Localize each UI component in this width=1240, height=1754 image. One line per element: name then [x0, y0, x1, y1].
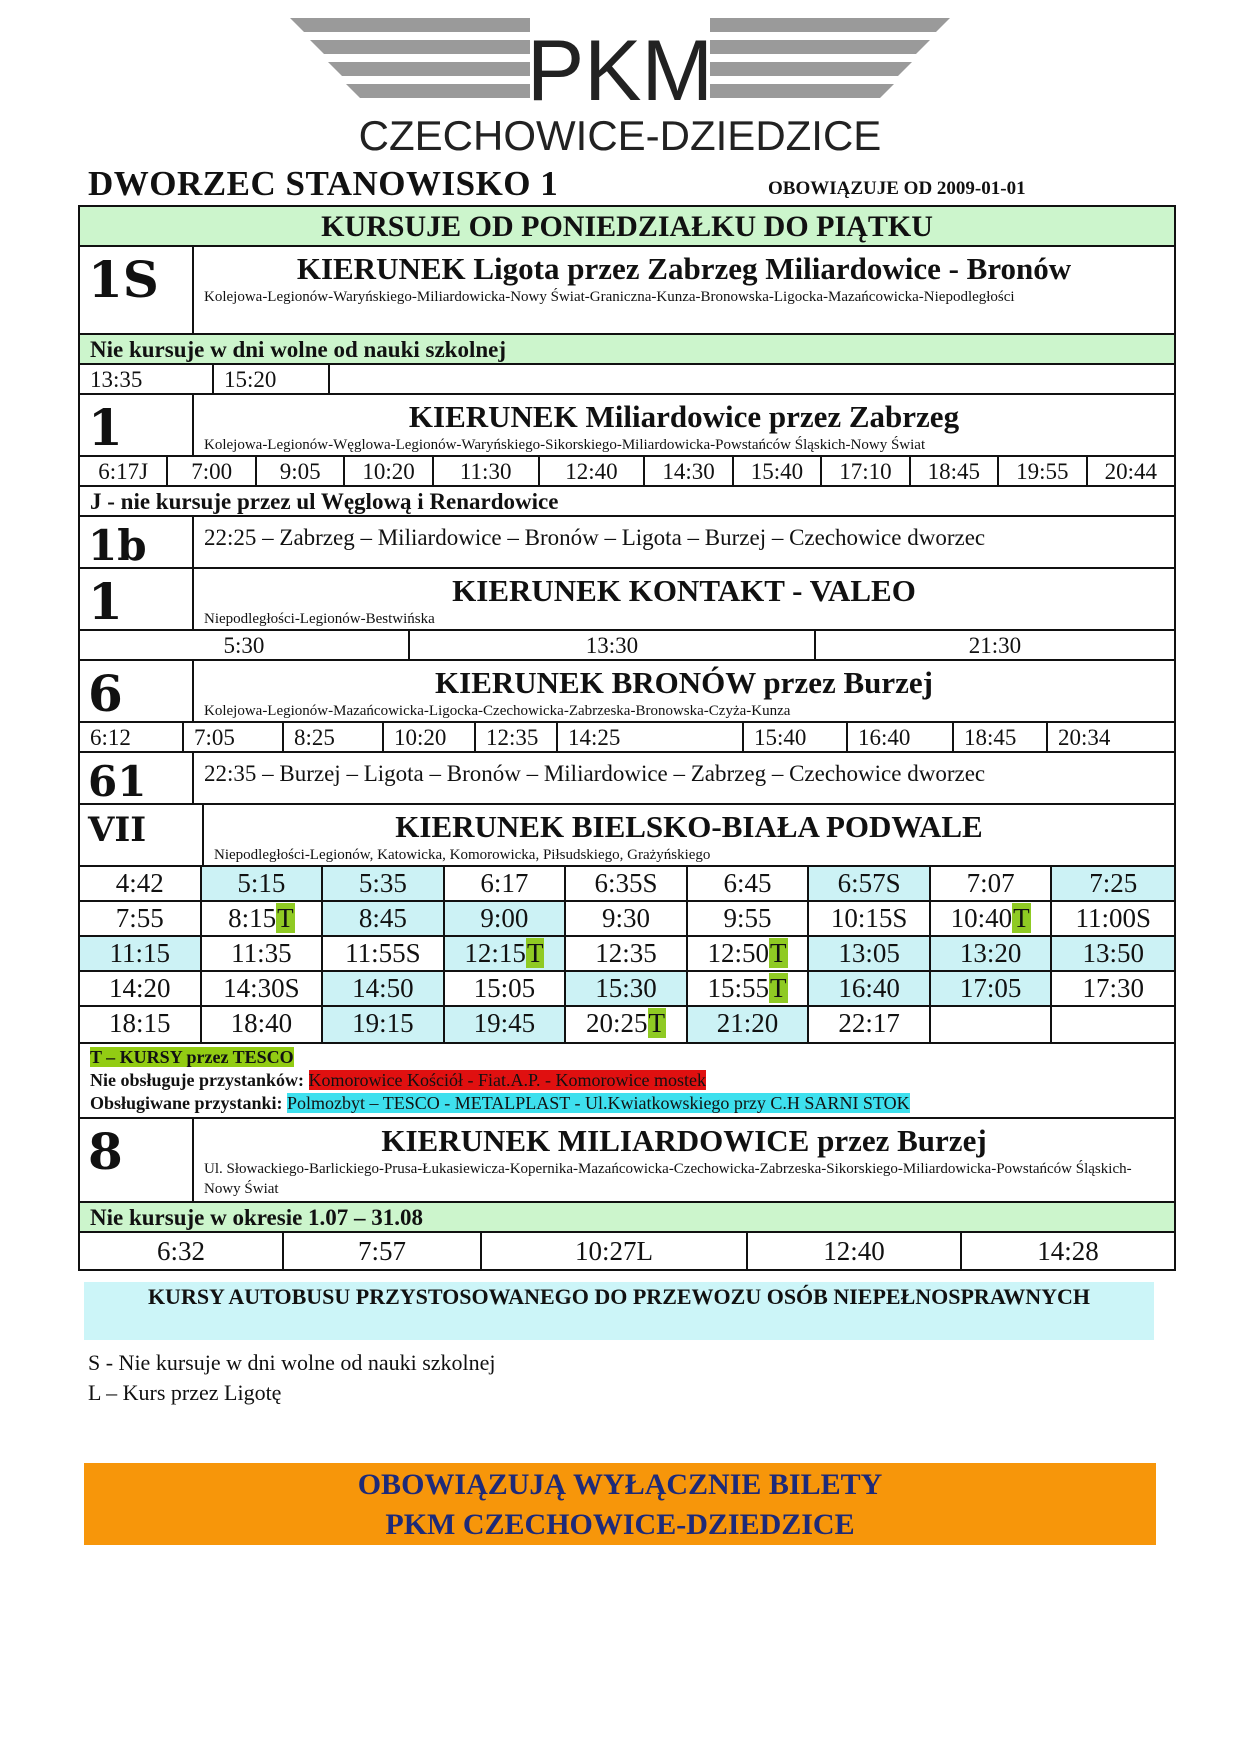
- time-value: 17:30: [1082, 973, 1144, 1003]
- footnote-s: S - Nie kursuje w dni wolne od nauki szkolnej: [88, 1350, 496, 1375]
- route-number: 8: [80, 1119, 194, 1201]
- tesco-marker: T: [770, 938, 787, 968]
- route-61-header: [80, 753, 1174, 805]
- time-value: 8:45: [358, 903, 407, 933]
- departure-time: 18:45: [954, 723, 1048, 751]
- time-value: 6:45: [723, 868, 772, 898]
- logo-pkm: PKM: [526, 23, 714, 119]
- departure-time: [566, 937, 688, 972]
- departure-time: 8:25: [284, 723, 384, 751]
- departure-time: [323, 972, 445, 1007]
- route-1s-header: [80, 247, 1174, 335]
- departure-time: [809, 972, 931, 1007]
- route-direction: KIERUNEK BIELSKO-BIAŁA PODWALE: [395, 809, 983, 844]
- tesco-marker: T: [277, 903, 294, 933]
- departure-time: [688, 902, 810, 937]
- departure-time: 7:05: [184, 723, 284, 751]
- departure-time: 19:55: [999, 457, 1087, 485]
- route-number: 1: [80, 395, 194, 455]
- time-value: 15:30: [595, 973, 657, 1003]
- departure-time: 17:10: [822, 457, 910, 485]
- departure-time: 15:40: [734, 457, 822, 485]
- departure-time: [1052, 972, 1174, 1007]
- departure-time: [80, 937, 202, 972]
- time-value: 17:05: [959, 973, 1022, 1003]
- time-value: 9:30: [601, 903, 650, 933]
- time-value: 10:40: [950, 903, 1013, 933]
- route-number: 1b: [80, 517, 194, 567]
- departure-time: [566, 902, 688, 937]
- route-8-note: Nie kursuje w okresie 1.07 – 31.08: [80, 1203, 1174, 1233]
- time-value: 13:50: [1082, 938, 1144, 968]
- weekday-banner: KURSUJE OD PONIEDZIAŁKU DO PIĄTKU: [80, 207, 1174, 247]
- departure-time: 6:32: [80, 1233, 284, 1269]
- departure-time: 12:40: [748, 1233, 962, 1269]
- time-value: 12:35: [595, 938, 657, 968]
- time-value: 16:40: [838, 973, 900, 1003]
- departure-time: [202, 972, 324, 1007]
- time-value: 21:20: [716, 1008, 779, 1038]
- departure-time: 20:34: [1058, 725, 1111, 750]
- route-number: 1: [80, 569, 194, 629]
- time-value: 18:15: [109, 1008, 171, 1038]
- time-value: 8:15: [228, 903, 277, 933]
- departure-time: [688, 972, 810, 1007]
- departure-time: [566, 1007, 688, 1042]
- route-6-header: [80, 661, 1174, 723]
- route-1s-note: Nie kursuje w dni wolne od nauki szkolnej: [80, 335, 1174, 365]
- departure-time: [202, 1007, 324, 1042]
- departure-time: [1052, 1007, 1174, 1042]
- route-vii-times: [80, 867, 1174, 1044]
- time-value: 6:17: [480, 868, 529, 898]
- departure-time: [809, 1007, 931, 1042]
- departure-time: [445, 867, 567, 902]
- departure-time: [445, 972, 567, 1007]
- departure-time: 14:30: [645, 457, 733, 485]
- departure-time: 21:30: [968, 633, 1022, 658]
- departure-time: 18:45: [911, 457, 999, 485]
- tickets-line-2: PKM CZECHOWICE-DZIEDZICE: [385, 1508, 855, 1541]
- time-value: 13:20: [959, 938, 1022, 968]
- tickets-banner: [84, 1463, 1156, 1545]
- time-value: 5:35: [358, 868, 407, 898]
- departure-time: [1052, 867, 1174, 902]
- departure-time: [809, 867, 931, 902]
- route-streets: Kolejowa-Legionów-Waryńskiego-Miliardowicka-Nowy Świat-Graniczna-Kunza-Bronowska-Ligocka-Mazańcowicka-Niepodległości: [204, 289, 1015, 305]
- route-6-times: [80, 723, 1174, 753]
- route-1-header: [80, 395, 1174, 457]
- departure-time: 7:57: [284, 1233, 482, 1269]
- departure-time: [80, 867, 202, 902]
- departure-time: 10:20: [345, 457, 433, 485]
- route-1s-times: [80, 365, 1174, 395]
- time-value: 12:15: [464, 938, 526, 968]
- time-value: 11:00S: [1075, 903, 1151, 933]
- time-value: 14:50: [352, 973, 414, 1003]
- departure-time: [323, 902, 445, 937]
- departure-time: [566, 867, 688, 902]
- departure-time: [80, 902, 202, 937]
- valid-from: OBOWIĄZUJE OD 2009-01-01: [768, 178, 1026, 199]
- departure-time: [202, 937, 324, 972]
- route-61-trip: 22:35 – Burzej – Ligota – Bronów – Miliardowice – Zabrzeg – Czechowice dworzec: [204, 761, 986, 786]
- time-value: 11:55S: [345, 938, 421, 968]
- tesco-marker: T: [770, 973, 787, 1003]
- departure-time: [931, 937, 1053, 972]
- tesco-marker: T: [1013, 903, 1030, 933]
- route-number: 6: [80, 661, 194, 721]
- route-direction: KIERUNEK Ligota przez Zabrzeg Miliardowice - Bronów: [296, 251, 1072, 286]
- route-direction: KIERUNEK KONTAKT - VALEO: [452, 573, 916, 608]
- tickets-line-1: OBOWIĄZUJĄ WYŁĄCZNIE BILETY: [357, 1468, 883, 1501]
- logo-stripes: [290, 18, 950, 158]
- footnote-l: L – Kurs przez Ligotę: [88, 1380, 282, 1405]
- departure-time: [202, 867, 324, 902]
- time-value: 5:15: [237, 868, 286, 898]
- route-streets: Kolejowa-Legionów-Węglowa-Legionów-Waryńskiego-Sikorskiego-Miliardowicka-Powstańców Śląskich-Nowy Świat: [204, 437, 926, 453]
- departure-time: [688, 937, 810, 972]
- route-1-kontakt-times: [80, 631, 1174, 661]
- departure-time: 10:20: [384, 723, 476, 751]
- departure-time: [323, 937, 445, 972]
- departure-time: 5:30: [80, 631, 410, 659]
- time-value: 9:00: [480, 903, 529, 933]
- departure-time: [202, 902, 324, 937]
- time-value: 13:05: [838, 938, 900, 968]
- departure-time: 9:05: [257, 457, 345, 485]
- departure-time: [688, 867, 810, 902]
- route-direction: KIERUNEK MILIARDOWICE przez Burzej: [381, 1123, 987, 1158]
- departure-time: [809, 902, 931, 937]
- departure-time: [931, 867, 1053, 902]
- departure-time: [445, 1007, 567, 1042]
- departure-time: 15:20: [214, 365, 330, 393]
- time-value: 7:55: [115, 903, 164, 933]
- departure-time: [931, 1007, 1053, 1042]
- route-streets: Niepodległości-Legionów, Katowicka, Komorowicka, Piłsudskiego, Grażyńskiego: [214, 847, 711, 863]
- time-value: 11:15: [109, 938, 171, 968]
- departure-time: 6:17J: [80, 457, 168, 485]
- time-value: 9:55: [723, 903, 772, 933]
- time-value: 11:35: [231, 938, 292, 968]
- tesco-legend: T – KURSY przez TESCO: [90, 1047, 294, 1067]
- departure-time: 11:30: [434, 457, 540, 485]
- time-value: 18:40: [230, 1008, 293, 1038]
- departure-time: [931, 902, 1053, 937]
- time-value: 6:57S: [837, 868, 901, 898]
- logo-city: CZECHOWICE-DZIEDZICE: [358, 112, 882, 158]
- time-value: 4:42: [115, 868, 164, 898]
- route-streets: Ul. Słowackiego-Barlickiego-Prusa-Łukasiewicza-Kopernika-Mazańcowicka-Czechowicka-Zabrzeska-Sikorskiego-Miliardowicka-Powstańców Śląskich-Nowy Świat: [204, 1161, 1132, 1197]
- route-1b-header: [80, 517, 1174, 569]
- route-vii-header: [80, 805, 1174, 867]
- departure-time: [688, 1007, 810, 1042]
- time-value: 6:35S: [594, 868, 658, 898]
- departure-time: [931, 972, 1053, 1007]
- departure-time: 13:35: [80, 365, 214, 393]
- tesco-marker: T: [526, 938, 544, 968]
- departure-time: [445, 937, 567, 972]
- departure-time: 10:27L: [482, 1233, 748, 1269]
- skip-label: Nie obsługuje przystanków:: [90, 1070, 305, 1090]
- departure-time: 16:40: [848, 723, 954, 751]
- departure-time: 6:12: [80, 723, 184, 751]
- time-value: 22:17: [838, 1008, 900, 1038]
- departure-time: [323, 1007, 445, 1042]
- time-value: 10:15S: [830, 903, 908, 933]
- route-1-kontakt-header: [80, 569, 1174, 631]
- pkm-logo: [290, 18, 950, 158]
- departure-time: [330, 365, 1174, 393]
- departure-time: 14:25: [558, 723, 744, 751]
- departure-time: [80, 1007, 202, 1042]
- route-streets: Kolejowa-Legionów-Mazańcowicka-Ligocka-Czechowicka-Zabrzeska-Bronowska-Czyża-Kunza: [204, 703, 791, 719]
- departure-time: 13:30: [410, 631, 816, 659]
- accessible-bus-note: KURSY AUTOBUSU PRZYSTOSOWANEGO DO PRZEWOZU OSÓB NIEPEŁNOSPRAWNYCH: [84, 1282, 1154, 1340]
- departure-time: 7:00: [168, 457, 256, 485]
- time-value: 12:50: [707, 938, 770, 968]
- time-value: 19:15: [352, 1008, 414, 1038]
- tesco-marker: T: [648, 1008, 665, 1038]
- departure-time: [809, 937, 931, 972]
- route-vii-legend: [80, 1044, 1174, 1117]
- served-stops: Polmozbyt – TESCO - METALPLAST - Ul.Kwiatkowskiego przy C.H SARNI STOK: [287, 1093, 910, 1113]
- route-number: 61: [80, 753, 194, 803]
- departure-time: [80, 972, 202, 1007]
- time-value: 14:30S: [223, 973, 300, 1003]
- departure-time: 12:35: [476, 723, 558, 751]
- departure-time: [323, 867, 445, 902]
- departure-time: 12:40: [540, 457, 646, 485]
- departure-time: [566, 972, 688, 1007]
- stop-title: DWORZEC STANOWISKO 1: [88, 164, 559, 203]
- route-1-note: J - nie kursuje przez ul Węglową i Renardowice: [80, 487, 1174, 517]
- time-value: 14:20: [109, 973, 171, 1003]
- departure-time: [1052, 902, 1174, 937]
- departure-time: 14:28: [1037, 1236, 1099, 1266]
- timetable: [78, 205, 1176, 1271]
- route-8-header: [80, 1117, 1174, 1203]
- route-number: VII: [80, 805, 204, 865]
- route-direction: KIERUNEK Miliardowice przez Zabrzeg: [408, 399, 960, 434]
- time-value: 7:07: [966, 868, 1015, 898]
- time-value: 15:55: [707, 973, 770, 1003]
- route-1-times: [80, 457, 1174, 487]
- served-label: Obsługiwane przystanki:: [90, 1093, 283, 1113]
- route-direction: KIERUNEK BRONÓW przez Burzej: [435, 665, 933, 700]
- departure-time: 15:40: [744, 723, 848, 751]
- time-value: 20:25: [585, 1008, 648, 1038]
- departure-time: 20:44: [1104, 459, 1157, 484]
- route-8-times: [80, 1233, 1174, 1269]
- time-value: 19:45: [473, 1008, 536, 1038]
- departure-time: [445, 902, 567, 937]
- skipped-stops: Komorowice Kościół - Fiat.A.P. - Komorowice mostek: [308, 1070, 706, 1090]
- departure-time: [1052, 937, 1174, 972]
- route-number: 1S: [80, 247, 194, 333]
- time-value: 15:05: [473, 973, 536, 1003]
- route-streets: Niepodległości-Legionów-Bestwińska: [204, 611, 435, 627]
- time-value: 7:25: [1089, 868, 1138, 898]
- route-1b-trip: 22:25 – Zabrzeg – Miliardowice – Bronów – Ligota – Burzej – Czechowice dworzec: [204, 525, 986, 550]
